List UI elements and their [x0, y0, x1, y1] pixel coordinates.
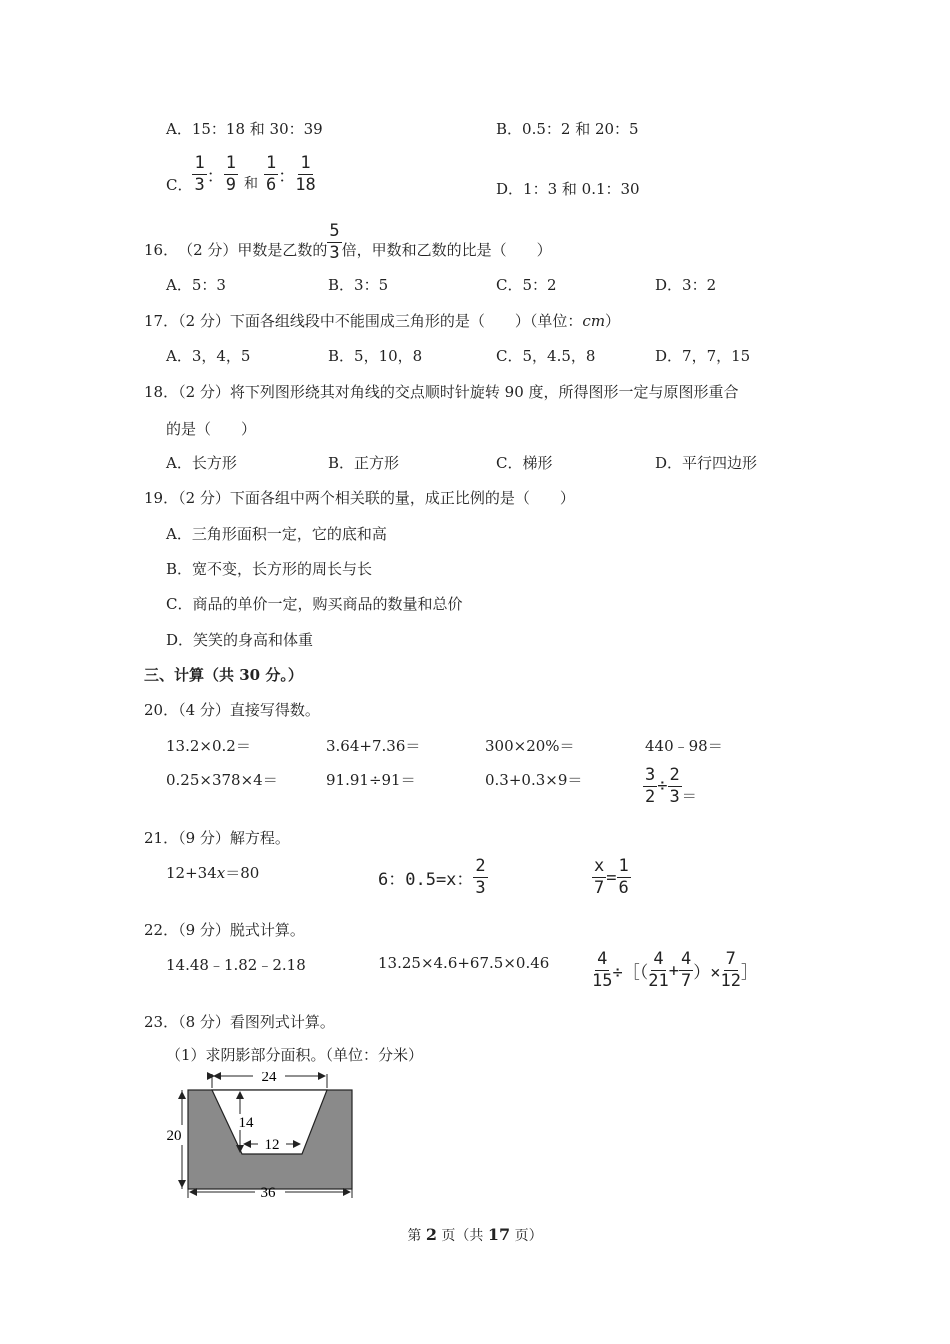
fraction: $\frac{1}{18}$ [295, 152, 316, 195]
q15-option-b: B．0.5：2 和 20：5 [496, 120, 639, 138]
variable: x [216, 864, 226, 882]
dim-width: 36 [260, 1185, 276, 1201]
footer-text: 页（共 [436, 1228, 488, 1244]
unit: cm [582, 312, 606, 330]
q18-option-d: D．平行四边形 [655, 454, 758, 472]
question-text: （2 分）下面各组线段中不能围成三角形的是（ ）（单位： [178, 312, 583, 330]
q18-stem [144, 381, 739, 402]
equation-part: 6：0.5=x： [378, 870, 474, 890]
dim-top: 24 [261, 1072, 277, 1085]
q19-option-d: D．笑笑的身高和体重 [166, 631, 314, 649]
q17-option-d: D．7，7，15 [655, 347, 751, 365]
q15-option-c [166, 150, 316, 198]
fraction: $\frac{4}{7}$ [680, 949, 692, 991]
q22-expression-3 [592, 951, 758, 990]
dim-depth: 14 [238, 1115, 254, 1131]
equals-sign: ＝ [681, 787, 697, 805]
q21-equation-3 [592, 858, 631, 897]
q15-option-d: D．1：3 和 0.1：30 [496, 180, 640, 198]
divide-sign: ÷ [657, 776, 668, 796]
q16-option-a: A．5：3 [166, 276, 226, 294]
fraction: $\frac{4}{15}$ [592, 949, 613, 991]
q22-expression-2: 13.25×4.6+67.5×0.46 [378, 954, 550, 972]
q20-stem [144, 699, 320, 720]
fraction: $\frac{5}{3}$ [329, 221, 340, 263]
operator: ）× [693, 963, 721, 983]
fraction: $\frac{1}{9}$ [225, 152, 236, 195]
page-footer [0, 1225, 950, 1245]
fraction: $\frac{4}{21}$ [648, 949, 669, 991]
q18-option-a: A．长方形 [166, 454, 237, 472]
question-text: 倍，甲数和乙数的比是（ ） [341, 241, 552, 259]
fraction: $\frac{1}{6}$ [618, 856, 629, 898]
q20-item-fraction [643, 767, 697, 806]
operator: ÷［（ [612, 963, 649, 983]
q20-item: 440﹣98＝ [645, 737, 723, 755]
q20-item: 13.2×0.2＝ [166, 737, 251, 755]
footer-text: 页） [510, 1228, 543, 1244]
footer-text: 第 [407, 1228, 426, 1244]
fraction: $\frac{7}{12}$ [720, 949, 741, 991]
question-number: 23． [144, 1013, 179, 1031]
fraction: $\frac{1}{6}$ [265, 152, 277, 195]
q23-subquestion-1: （1）求阴影部分面积。（单位：分米） [166, 1046, 424, 1064]
shaded-area-figure [160, 1072, 360, 1202]
page-number: 2 [425, 1225, 437, 1244]
question-number: 19． [144, 489, 179, 507]
question-text: （4 分）直接写得数。 [178, 701, 320, 719]
operator: ］ [740, 963, 758, 983]
q20-item: 91.91÷91＝ [326, 771, 416, 789]
q23-stem [144, 1011, 335, 1032]
q18-option-c: C．梯形 [496, 454, 553, 472]
q21-equation-2 [378, 858, 488, 897]
q21-equation-1 [166, 862, 259, 883]
q16-option-c: C．5：2 [496, 276, 557, 294]
question-number: 22． [144, 921, 179, 939]
ratio-colon: ： [206, 166, 224, 187]
equation-part: ＝80 [225, 864, 260, 882]
q21-stem [144, 827, 290, 848]
fraction: $\frac{1}{3}$ [194, 152, 205, 195]
fraction: $\frac{3}{2}$ [645, 765, 656, 807]
dim-height: 20 [166, 1128, 182, 1144]
fraction: $\frac{2}{3}$ [669, 765, 680, 807]
question-number: 20． [144, 701, 179, 719]
q17-option-c: C．5，4.5，8 [496, 347, 596, 365]
q19-stem [144, 487, 575, 508]
question-number: 16． [144, 241, 179, 259]
section-heading: 三、计算（共 30 分。） [144, 666, 303, 684]
q19-option-b: B．宽不变，长方形的周长与长 [166, 560, 373, 578]
operator: + [668, 960, 679, 981]
q22-expression-1: 14.48﹣1.82﹣2.18 [166, 956, 306, 974]
equation-part: 12+34 [166, 864, 217, 882]
q16-stem [144, 212, 552, 263]
question-text: （2 分）下面各组中两个相关联的量，成正比例的是（ ） [178, 489, 575, 507]
close-paren: ） [605, 312, 621, 330]
fraction: $\frac{x}{7}$ [594, 856, 605, 898]
question-text: （2 分）将下列图形绕其对角线的交点顺时针旋转 90 度，所得图形一定与原图形重合 [178, 383, 739, 401]
question-text: （9 分）解方程。 [178, 829, 290, 847]
fraction: $\frac{2}{3}$ [475, 856, 486, 898]
and-word: 和 [243, 176, 258, 192]
question-number: 21． [144, 829, 179, 847]
q16-option-d: D．3：2 [655, 276, 717, 294]
question-number: 17． [144, 312, 179, 330]
q20-item: 0.3+0.3×9＝ [485, 771, 583, 789]
question-text: （2 分）甲数是乙数的 [178, 241, 328, 259]
q22-stem [144, 919, 305, 940]
q16-option-b: B．3：5 [328, 276, 389, 294]
q17-stem [144, 310, 620, 331]
q17-option-b: B．5，10，8 [328, 347, 423, 365]
question-text: （8 分）看图列式计算。 [178, 1013, 335, 1031]
q20-item: 300×20%＝ [485, 737, 575, 755]
question-text: （9 分）脱式计算。 [178, 921, 305, 939]
dim-bottom: 12 [264, 1137, 280, 1153]
option-label: C． [166, 175, 193, 194]
q18-stem-cont: 的是（ ） [166, 420, 257, 438]
equals-sign: = [606, 867, 617, 888]
q20-item: 0.25×378×4＝ [166, 771, 278, 789]
question-number: 18． [144, 383, 179, 401]
q19-option-a: A．三角形面积一定，它的底和高 [166, 525, 387, 543]
q17-option-a: A．3，4，5 [166, 347, 251, 365]
ratio-colon: ： [278, 166, 296, 187]
q15-option-a: A．15：18 和 30：39 [166, 120, 323, 138]
q18-option-b: B．正方形 [328, 454, 400, 472]
page-total: 17 [487, 1225, 511, 1244]
q20-item: 3.64+7.36＝ [326, 737, 421, 755]
q19-option-c: C．商品的单价一定，购买商品的数量和总价 [166, 595, 463, 613]
